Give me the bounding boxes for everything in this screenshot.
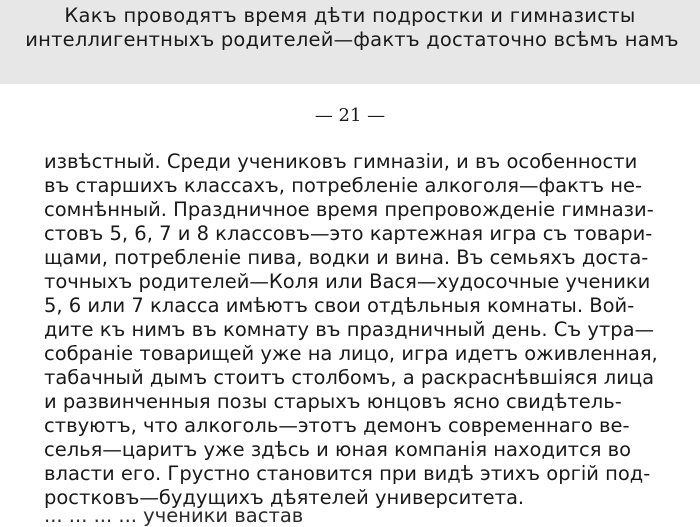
- text-line: табачный дымъ стоитъ столбомъ, а раскраснѣвшіяся лица: [44, 366, 655, 389]
- text-line: точныхъ родителей—Коля или Вася—худосочные ученики: [44, 270, 651, 293]
- text-line: 5, 6 или 7 класса имѣютъ свои отдѣльныя комнаты. Вой-: [44, 294, 635, 317]
- text-line: собраніе товарищей уже на лицо, игра идетъ оживленная,: [44, 342, 658, 365]
- text-line: дите къ нимъ въ комнату въ праздничный день. Съ утра—: [44, 318, 655, 341]
- text-line: извѣстный. Среди учениковъ гимназіи, и въ особенности: [44, 150, 638, 173]
- previous-page-line-1: Какъ проводятъ время дѣти подростки и гимназисты: [64, 4, 636, 27]
- cut-off-text-line: ... ... ... ... ученики вастав: [44, 504, 304, 527]
- text-line: сомнѣнный. Праздничное время препровожденіе гимнази-: [44, 198, 654, 221]
- previous-page-strip: [0, 0, 700, 84]
- text-line-last: ростковъ—будущихъ дѣятелей университета.: [44, 486, 525, 509]
- text-line: щами, потребленіе пива, водки и вина. Въ семьяхъ доста-: [44, 246, 649, 269]
- text-line: селья—царитъ уже здѣсь и юная компанія находится во: [44, 438, 632, 461]
- text-line: власти его. Грустно становится при видѣ этихъ оргій под-: [44, 462, 651, 485]
- text-line: стовъ 5, 6, 7 и 8 классовъ—это картежная игра съ товари-: [44, 222, 653, 245]
- text-line: ствуютъ, что алкоголь—этотъ демонъ современнаго ве-: [44, 414, 630, 437]
- text-line: и развинченныя позы старыхъ юнцовъ ясно свидѣтель-: [44, 390, 622, 413]
- text-line: въ старшихъ классахъ, потребленіе алкоголя—фактъ не-: [44, 174, 642, 197]
- previous-page-line-2: интеллигентныхъ родителей—фактъ достаточно всѣмъ намъ: [25, 28, 679, 51]
- page-number: — 21 —: [314, 105, 386, 126]
